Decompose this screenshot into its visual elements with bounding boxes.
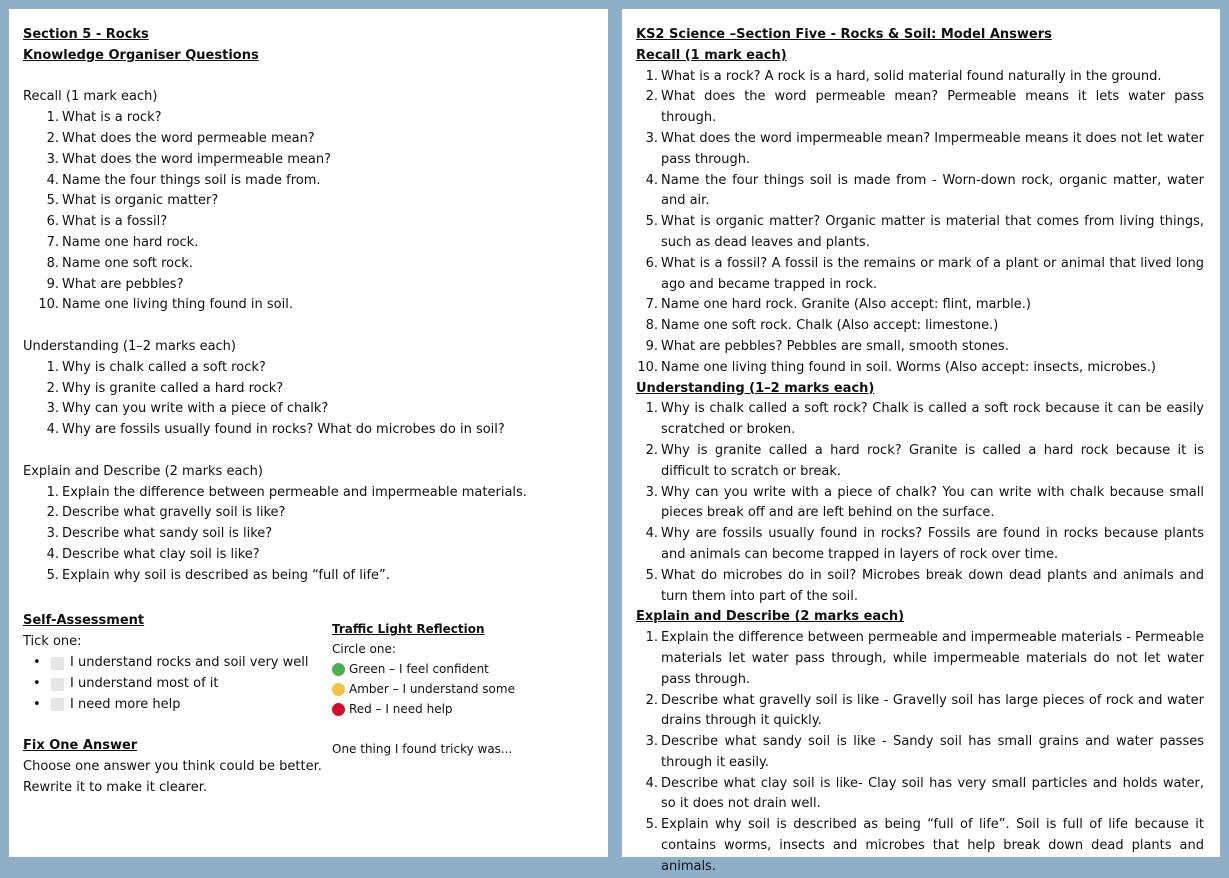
item-number: 2. [46, 505, 59, 521]
recall-questions [23, 108, 594, 316]
list-item [636, 483, 1204, 525]
amber-dot-icon [332, 683, 345, 696]
list-item [23, 399, 594, 420]
item-number: 3. [645, 130, 658, 146]
answers-recall-heading: Recall (1 mark each) [636, 47, 787, 63]
item-text: Explain why soil is described as being “full of life”. Soil is full of life because it contains worms, insects and microbes that help break down dead plants and animals. [661, 817, 1204, 874]
item-number: 5. [46, 193, 59, 209]
item-number: 5. [46, 567, 59, 583]
item-text: Name the four things soil is made from. [62, 172, 321, 188]
section-title: Section 5 - Rocks [23, 27, 149, 42]
list-item [636, 399, 1204, 441]
list-item [23, 191, 594, 212]
item-text: What is a rock? [62, 110, 162, 126]
item-number: 4. [46, 172, 59, 188]
traffic-option-green[interactable] [332, 659, 592, 679]
item-text: Describe what clay soil is like? [62, 546, 260, 562]
circle-instruction: Circle one: [332, 642, 396, 657]
list-item [23, 254, 594, 275]
item-number: 8. [46, 255, 59, 271]
checkbox[interactable] [51, 678, 64, 691]
explain-answers [636, 628, 1204, 878]
item-number: 1. [46, 484, 59, 500]
item-number: 1. [46, 359, 59, 375]
item-number: 10. [637, 359, 658, 375]
tick-option[interactable] [23, 695, 332, 716]
list-item [636, 295, 1204, 316]
tricky-prompt: One thing I found tricky was... [332, 742, 513, 757]
list-item [636, 628, 1204, 690]
answers-explain-heading: Explain and Describe (2 marks each) [636, 609, 905, 625]
item-text: What does the word permeable mean? Permeable means it lets water pass through. [661, 89, 1204, 126]
item-text: Explain the difference between permeable and impermeable materials - Permeable materials let water pass through, while impermeable materials do not let water pass through. [661, 630, 1204, 687]
item-text: What does the word impermeable mean? Impermeable means it does not let water pass through. [661, 130, 1204, 167]
list-item [23, 566, 594, 587]
understanding-answers [636, 399, 1204, 607]
list-item [23, 358, 594, 379]
item-number: 4. [46, 546, 59, 562]
item-text: Describe what sandy soil is like? [62, 526, 273, 542]
list-item [23, 108, 594, 129]
list-item [23, 524, 594, 545]
item-text: Why is chalk called a soft rock? [62, 359, 266, 375]
list-item [23, 275, 594, 296]
item-number: 9. [46, 276, 59, 292]
understanding-heading: Understanding (1–2 marks each) [23, 338, 236, 354]
tick-option-label: I need more help [70, 696, 181, 712]
item-text: What is a rock? A rock is a hard, solid material found naturally in the ground. [661, 68, 1162, 84]
item-number: 9. [645, 338, 658, 354]
list-item [636, 441, 1204, 483]
list-item [636, 524, 1204, 566]
list-item [23, 420, 594, 441]
list-item [636, 774, 1204, 816]
self-assessment-heading: Self-Assessment [23, 613, 145, 629]
item-number: 7. [645, 297, 658, 313]
list-item [636, 732, 1204, 774]
list-item [23, 212, 594, 233]
bullet-icon: • [33, 654, 41, 670]
item-number: 2. [46, 130, 59, 146]
item-text: What does the word impermeable mean? [62, 151, 331, 167]
item-text: What is organic matter? Organic matter is material that comes from living things, such as dead leaves and plants. [661, 214, 1204, 250]
item-text: Why can you write with a piece of chalk? You can write with chalk because small pieces break off and are left behind on the surface. [661, 484, 1204, 521]
recall-answers [636, 67, 1204, 379]
item-text: What is organic matter? [62, 193, 219, 209]
item-text: Name one soft rock. [62, 255, 193, 271]
item-number: 10. [38, 297, 59, 313]
fix-answer-line1: Choose one answer you think could be better. [23, 758, 322, 774]
traffic-green-label: Green – I feel confident [349, 662, 489, 677]
tick-instruction: Tick one: [23, 634, 82, 650]
checkbox[interactable] [51, 698, 64, 711]
traffic-light-heading: Traffic Light Reflection [332, 622, 485, 637]
tick-option[interactable] [23, 653, 332, 674]
list-item [23, 483, 594, 504]
item-number: 2. [645, 89, 658, 105]
item-number: 6. [46, 214, 59, 230]
item-text: What does the word permeable mean? [62, 130, 315, 146]
traffic-option-red[interactable] [332, 699, 592, 719]
list-item [636, 171, 1204, 213]
item-number: 5. [645, 567, 658, 583]
item-text: Explain the difference between permeable and impermeable materials. [62, 484, 527, 500]
list-item [636, 67, 1204, 88]
item-text: Why are fossils usually found in rocks? Fossils are found in rocks because plants and animals can become trapped in layers of rock over time. [661, 526, 1204, 562]
item-number: 1. [645, 630, 658, 646]
item-number: 3. [645, 734, 658, 750]
item-text: Describe what gravelly soil is like? [62, 505, 286, 521]
item-text: What is a fossil? A fossil is the remains or mark of a plant or animal that lived long ago and became trapped in rock. [661, 255, 1204, 292]
item-number: 2. [645, 442, 658, 458]
item-text: Why is granite called a hard rock? Granite is called a hard rock because it is difficult to scratch or break. [661, 442, 1204, 479]
traffic-option-amber[interactable] [332, 679, 592, 699]
item-text: Why can you write with a piece of chalk? [62, 401, 329, 417]
list-item [636, 358, 1204, 379]
tick-option-label: I understand rocks and soil very well [70, 654, 309, 670]
item-text: What are pebbles? Pebbles are small, smooth stones. [661, 338, 1009, 354]
item-number: 3. [46, 151, 59, 167]
bullet-icon: • [33, 696, 41, 712]
question-sheet [9, 9, 608, 857]
list-item [636, 212, 1204, 254]
item-text: Why are fossils usually found in rocks? What do microbes do in soil? [62, 422, 505, 438]
answers-understanding-heading: Understanding (1–2 marks each) [636, 380, 875, 396]
sheet-subtitle: Knowledge Organiser Questions [23, 47, 259, 63]
item-text: Name one living thing found in soil. Worms (Also accept: insects, microbes.) [661, 359, 1156, 375]
item-text: Describe what clay soil is like- Clay soil has very small particles and holds water, so it does not drain well. [661, 775, 1204, 812]
fix-answer-heading: Fix One Answer [23, 738, 138, 754]
list-item [636, 87, 1204, 129]
tick-option[interactable] [23, 674, 332, 695]
item-number: 7. [46, 234, 59, 250]
item-number: 4. [645, 775, 658, 791]
list-item [636, 316, 1204, 337]
item-number: 3. [645, 484, 658, 500]
list-item [23, 545, 594, 566]
item-text: Name one hard rock. Granite (Also accept: flint, marble.) [661, 297, 1031, 313]
item-number: 2. [46, 380, 59, 396]
item-number: 4. [645, 172, 658, 188]
list-item [23, 171, 594, 192]
recall-heading: Recall (1 mark each) [23, 89, 158, 105]
item-text: What is a fossil? [62, 214, 168, 230]
item-number: 3. [46, 401, 59, 417]
list-item [23, 295, 594, 316]
item-number: 1. [645, 68, 658, 84]
fix-answer-line2: Rewrite it to make it clearer. [23, 779, 208, 795]
item-text: Name the four things soil is made from - Worn-down rock, organic matter, water and air. [661, 172, 1204, 209]
item-number: 1. [46, 110, 59, 126]
list-item [636, 129, 1204, 171]
understanding-questions [23, 358, 594, 441]
item-number: 4. [645, 526, 658, 542]
list-item [636, 815, 1204, 877]
item-text: Name one soft rock. Chalk (Also accept: limestone.) [661, 318, 999, 334]
explain-questions [23, 483, 594, 587]
item-number: 1. [645, 401, 658, 417]
item-text: What do microbes do in soil? Microbes break down dead plants and animals and turn them into part of the soil. [661, 567, 1204, 604]
item-text: Describe what gravelly soil is like - Gravelly soil has large pieces of rock and water drains through it quickly. [661, 692, 1204, 729]
list-item [23, 129, 594, 150]
item-number: 6. [645, 255, 658, 271]
item-number: 5. [645, 214, 658, 230]
list-item [636, 254, 1204, 296]
item-number: 4. [46, 422, 59, 438]
list-item [23, 379, 594, 400]
bullet-icon: • [33, 675, 41, 691]
item-text: Describe what sandy soil is like - Sandy soil has small grains and water passes through it easily. [661, 734, 1204, 770]
item-number: 3. [46, 526, 59, 542]
list-item [636, 691, 1204, 733]
list-item [23, 503, 594, 524]
item-text: Why is granite called a hard rock? [62, 380, 284, 396]
list-item [23, 233, 594, 254]
tick-option-label: I understand most of it [70, 675, 219, 691]
checkbox[interactable] [51, 657, 64, 670]
red-dot-icon [332, 703, 345, 716]
item-text: What are pebbles? [62, 276, 184, 292]
item-number: 2. [645, 692, 658, 708]
item-number: 8. [645, 318, 658, 334]
traffic-amber-label: Amber – I understand some [349, 682, 515, 697]
item-text: Explain why soil is described as being “full of life”. [62, 567, 390, 583]
item-text: Name one hard rock. [62, 234, 199, 250]
explain-heading: Explain and Describe (2 marks each) [23, 463, 263, 479]
traffic-red-label: Red – I need help [349, 702, 453, 717]
model-answers-sheet [622, 9, 1220, 874]
list-item [636, 337, 1204, 358]
list-item [636, 566, 1204, 608]
green-dot-icon [332, 663, 345, 676]
item-text: Why is chalk called a soft rock? Chalk is called a soft rock because it can be easily scratched or broken. [661, 401, 1204, 438]
item-text: Name one living thing found in soil. [62, 297, 293, 313]
item-number: 5. [645, 817, 658, 833]
list-item [23, 150, 594, 171]
answers-title: KS2 Science –Section Five - Rocks & Soil: Model Answers [636, 27, 1052, 42]
